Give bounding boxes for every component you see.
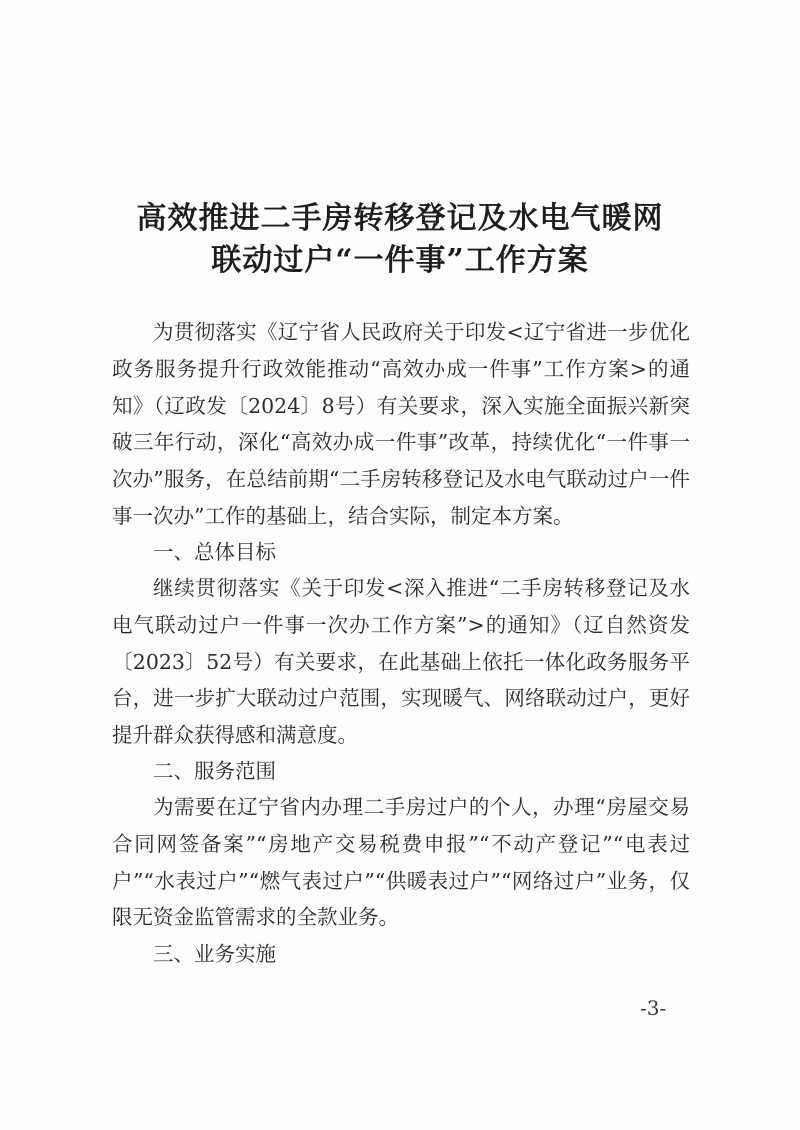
goals-paragraph: 继续贯彻落实《关于印发<深入推进“二手房转移登记及水电气联动过户一件事一次办工作方案”>的通知》（辽自然资发〔2023〕52号）有关要求，在此基础上依托一体化政务服务平台，进一步扩大联动过户范围，实现暖气、网络联动过户，更好提升群众获得感和满意度。 bbox=[112, 576, 690, 748]
document-title-line-1: 高效推进二手房转移登记及水电气暖网 bbox=[136, 201, 664, 236]
document-title-line-2: 联动过户“一件事”工作方案 bbox=[211, 243, 589, 278]
section-heading-scope: 二、服务范围 bbox=[153, 759, 276, 783]
section-heading-implementation: 三、业务实施 bbox=[153, 942, 276, 966]
page-number: -3- bbox=[640, 996, 667, 1020]
scope-paragraph: 为需要在辽宁省内办理二手房过户的个人，办理“房屋交易合同网签备案”“房地产交易税费申报”“不动产登记”“电表过户”“水表过户”“燃气表过户”“供暖表过户”“网络过户”业务，仅限无资金监管需求的全款业务。 bbox=[112, 795, 690, 930]
intro-paragraph: 为贯彻落实《辽宁省人民政府关于印发<辽宁省进一步优化政务服务提升行政效能推动“高效办成一件事”工作方案>的通知》（辽政发〔2024〕8号）有关要求，深入实施全面振兴新突破三年行动，深化“高效办成一件事”改革，持续优化“一件事一次办”服务，在总结前期“二手房转移登记及水电气联动过户一件事一次办”工作的基础上，结合实际，制定本方案。 bbox=[112, 320, 690, 528]
section-heading-goals: 一、总体目标 bbox=[153, 540, 276, 564]
